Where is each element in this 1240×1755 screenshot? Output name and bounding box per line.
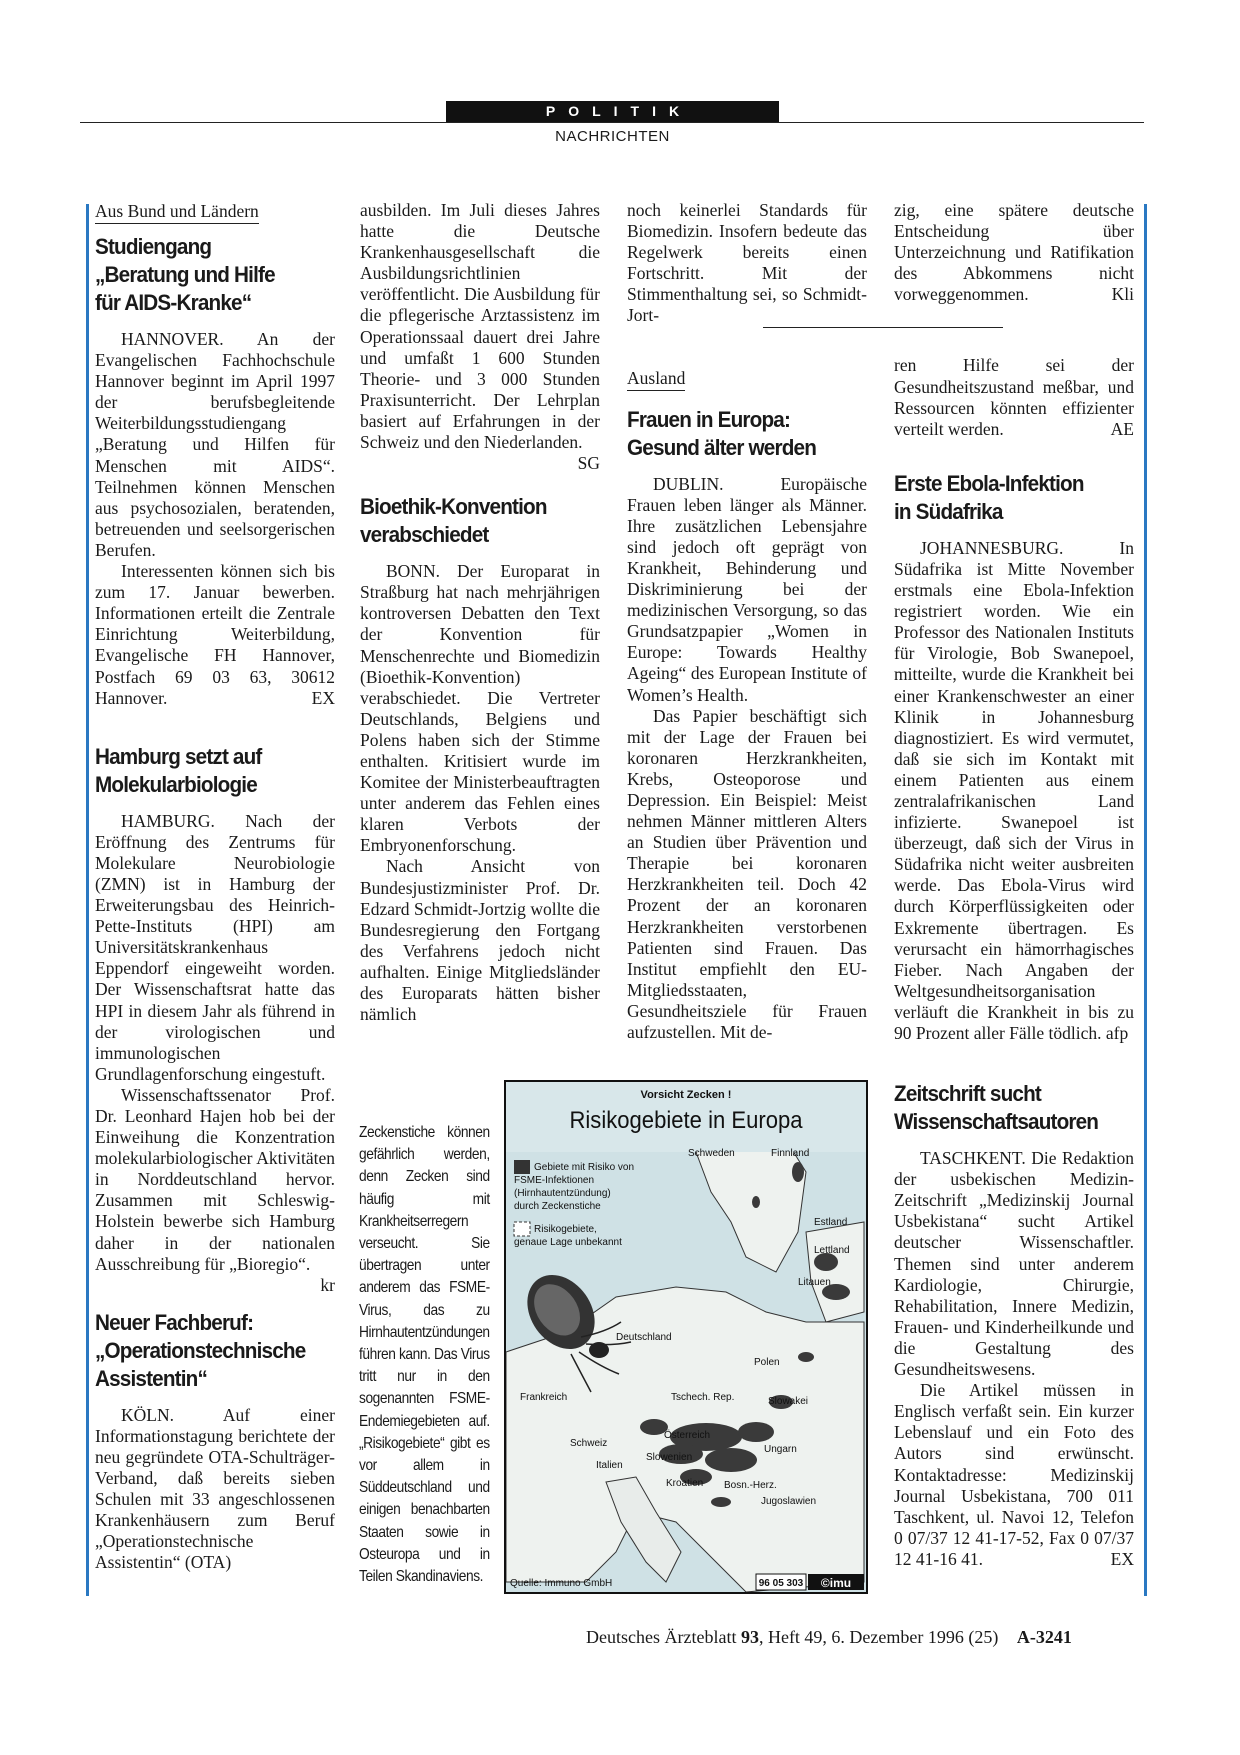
paragraph: Die Artikel müssen in Englisch verfaßt sein. Ein kurzer Lebenslauf und ein Foto des Autors sind erwünscht. Kontaktadresse: Medizinskij Journal Usbekistana, 700 011 Taschkent, ul. Navoi 12, Telefon 0 07/37 12 41-17-52, Fax 0 07/37 12 41-16 41. EX (894, 1380, 1134, 1569)
svg-text:Ungarn: Ungarn (764, 1444, 797, 1455)
legend-swatch-risk (514, 1160, 530, 1174)
paragraph: HAMBURG. Nach der Eröffnung des Zentrums für Molekulare Neurobiologie (ZMN) ist in Hamburg der Erweiterungsbau des Heinrich-Pette-Instituts (HPI) am Universitätskrankenhaus Eppendorf eingeweiht worden. Der Wissenschaftsrat hatte das HPI in diesem Jahr als führend in der virologischen und immunologischen Grundlagenforschung eingestuft. (95, 810, 335, 1084)
map-caption: Zeckenstiche können gefährlich werden, denn Zecken sind häufig mit Krankheitserregern verseucht. Sie übertragen unter anderem das FSME-Virus, das zu Hirnhautentzündungen führen kann. Das Virus tritt nur in den sogenannten FSME-Endemiegebieten auf. „Risikogebiete“ gibt es vor allem in Süddeutschland und einigen benachbarten Staaten sowie in Osteuropa und in Teilen Skandinaviens. (359, 1124, 490, 1586)
column-2 (360, 200, 600, 1025)
svg-text:Finnland: Finnland (771, 1148, 810, 1159)
paragraph: TASCHKENT. Die Redaktion der usbekischen Medizin-Zeitschrift „Medizinskij Journal Usbekistana“ sucht Artikel deutscher Wissenschaftler. Themen sind unter anderem Kardiologie, Chirurgie, Rehabilitation, Innere Medizin, Frauen- und Kinderheilkunde und die Gestaltung des Gesundheitswesens. (894, 1148, 1134, 1380)
headline: Hamburg setzt auf Molekularbiologie (95, 743, 262, 797)
headline: Neuer Fachberuf: „Operationstechnische Assistentin“ (95, 1309, 306, 1391)
paragraph: Nach Ansicht von Bundesjustizminister Prof. Dr. Edzard Schmidt-Jortzig wollte die Bundesregierung den Fortgang des Verfahrens jedoch nicht aufhalten. Einige Mitgliedsländer des Europarats hätten bisher nämlich (360, 856, 600, 1025)
paragraph: Das Papier beschäftigt sich mit der Lage der Frauen bei koronaren Herzkrankheiten, Krebs, Osteoporose und Depression. Ein Beispiel: Meist nehmen Männer mittleren Alters an Studien über Prävention und Therapie bei koronaren Herzkrankheiten teil. Doch 42 Prozent der an koronaren Herzkrankheiten verstorbenen Patienten sind Frauen. Das Institut empfiehlt den EU-Mitgliedsstaaten, Gesundheitsziele für Frauen aufzustellen. Mit de- (627, 705, 867, 1042)
svg-text:Kroatien: Kroatien (666, 1478, 704, 1489)
map-title: Risikogebiete in Europa (569, 1106, 803, 1134)
author-sig: EX (1110, 1548, 1134, 1569)
svg-text:Deutschland: Deutschland (616, 1332, 672, 1343)
map-kicker: Vorsicht Zecken ! (640, 1089, 732, 1101)
svg-text:Slowenien: Slowenien (646, 1452, 693, 1463)
svg-text:Schweiz: Schweiz (570, 1438, 608, 1449)
paragraph: DUBLIN. Europäische Frauen leben länger als Männer. Ihre zusätzlichen Lebensjahre sind jedoch oft geprägt von Krankheit, Behinderung und Diskriminierung bei der medizinischen Versorgung, so das Grundsatzpapier „Women in Europe: Towards Healthy Ageing“ des European Institute of Women’s Health. (627, 473, 867, 705)
svg-text:Jugoslawien: Jugoslawien (761, 1496, 817, 1507)
paragraph: Interessenten können sich bis zum 17. Januar bewerben. Informationen erteilt die Zentrale Einrichtung Weiterbildung, Evangelische FH Hannover, Postfach 69 03 63, 30612 Hannover. EX (95, 561, 335, 708)
column-4 (894, 200, 1134, 1570)
author-sig: SG (577, 453, 600, 474)
paragraph: BONN. Der Europarat in Straßburg hat nach mehrjährigen kontroversen Debatten den Text der Konvention für Menschenrechte und Biomedizin (Bioethik-Konvention) verabschiedet. Die Vertreter Deutschlands, Belgiens und Polens haben sich der Stimme enthalten. Kritisiert wurde im Komitee der Ministerbeauftragten unter anderem das Fehlen eines klaren Verbots der Embryonenforschung. (360, 561, 600, 856)
legend-unknown: Risikogebiete, genaue Lage unbekannt (514, 1224, 622, 1248)
headline: Frauen in Europa: Gesund älter werden (627, 406, 817, 460)
map-code: 96 05 303 (758, 1578, 804, 1589)
svg-text:Bosn.-Herz.: Bosn.-Herz. (724, 1480, 777, 1491)
legend-swatch-unknown (514, 1222, 530, 1236)
section-label: POLITIK (446, 101, 779, 122)
page-number: A-3241 (1016, 1627, 1072, 1647)
author-sig: Kli (1111, 284, 1134, 305)
issue-info: , Heft 49, 6. Dezember 1996 (25) (758, 1627, 999, 1647)
svg-text:Litauen: Litauen (798, 1277, 831, 1288)
top-rule (80, 122, 1144, 123)
paragraph: ren Hilfe sei der Gesundheitszustand meßbar, und Ressourcen könnten effizienter verteilt werden. AE (894, 355, 1134, 439)
author-sig: afp (1105, 1023, 1129, 1043)
svg-text:Schweden: Schweden (688, 1148, 735, 1159)
author-sig: EX (311, 687, 335, 708)
risk-map (504, 1080, 868, 1594)
paragraph: zig, eine spätere deutsche Entscheidung über Unterzeichnung und Ratifikation des Abkommens nicht vorweggenommen. Kli (894, 200, 1134, 305)
paragraph: noch keinerlei Standards für Biomedizin. Insofern bedeute das Regelwerk bereits einen Fortschritt. Mit der Stimmenthaltung sei, so Schmidt-Jort- (627, 200, 867, 326)
rubric: Aus Bund und Ländern (95, 200, 259, 224)
headline: Studiengang „Beratung und Hilfe für AIDS-Kranke“ (95, 234, 275, 315)
paragraph: JOHANNESBURG. In Südafrika ist Mitte November erstmals eine Ebola-Infektion registriert worden. Wie ein Professor des Nationalen Instituts für Virologie, Bob Swanepoel, mitteilte, wurde die Krankheit bei einer Krankenschwester an einer Klinik in Johannesburg diagnostiziert. Es wird vermutet, daß sie sich im Kontakt mit einem Patienten aus einem zentralafrikanischen Land infizierte. Swanepoel ist überzeugt, daß sich der Virus in Südafrika nicht weiter ausbreiten werde. Das Ebola-Virus wird durch Körperflüssigkeiten oder Exkremente übertragen. Es verursacht ein hämorrhagisches Fieber. Nach Angaben der Weltgesundheitsorganisation verläuft die Krankheit in bis zu 90 Prozent aller Fälle tödlich. afp (894, 537, 1134, 1043)
svg-text:Polen: Polen (754, 1357, 780, 1368)
journal-volume: 93 (740, 1627, 759, 1647)
column-1 (95, 200, 335, 1574)
svg-text:Italien: Italien (596, 1460, 623, 1471)
paragraph: HANNOVER. An der Evangelischen Fachhochschule Hannover beginnt im April 1997 der berufsbegleitende Weiterbildungsstudiengang „Beratung und Hilfen für Menschen mit AIDS“. Teilnehmen können Menschen aus psychosozialen, beratenden, betreuenden und seelsorgerischen Berufen. (95, 329, 335, 560)
headline: Erste Ebola-Infektion in Südafrika (894, 470, 1084, 524)
svg-text:Estland: Estland (814, 1217, 848, 1228)
paragraph: KÖLN. Auf einer Informationstagung berichtete der neu gegründete OTA-Schulträger-Verband, daß bereits sieben Schulen mit 33 angeschlossenen Krankenhäusern zum Beruf „Operationstechnische Assistentin“ (OTA) (95, 1404, 335, 1573)
map-source: Quelle: Immuno GmbH (510, 1578, 613, 1589)
svg-text:Tschech. Rep.: Tschech. Rep. (671, 1392, 735, 1403)
svg-text:Slowakei: Slowakei (768, 1396, 809, 1407)
page-footer (586, 1626, 1126, 1648)
paragraph: Wissenschaftssenator Prof. Dr. Leonhard Hajen hob bei der Einweihung die Konzentration molekularbiologischer Aktivitäten in Norddeutschland hervor. Zusammen mit Schleswig-Holstein bewerbe sich Hamburg daher in der nationalen Ausschreibung für „Bioregio“. kr (95, 1084, 335, 1295)
column-bar-right (1144, 204, 1147, 1596)
journal-name: Deutsches Ärzteblatt (586, 1627, 737, 1647)
paragraph: ausbilden. Im Juli dieses Jahres hatte die Deutsche Krankenhausgesellschaft die Ausbildungsrichtlinien veröffentlicht. Die Ausbildung für die pflegerische Arztassistenz im Operationssaal dauert drei Jahre und umfaßt 1 600 Stunden Theorie- und 3 000 Stunden Praxisunterricht. Der Lehrplan basiert auf Erfahrungen in der Schweiz und den Niederlanden. SG (360, 200, 600, 474)
legend-risk: Gebiete mit Risiko von FSME-Infektionen (Hirnhautentzündung) durch Zeckenstiche (514, 1162, 635, 1212)
svg-text:Frankreich: Frankreich (520, 1392, 568, 1403)
rubric: Ausland (627, 367, 685, 391)
headline: Bioethik-Konvention verabschiedet (360, 494, 547, 548)
subsection-label: NACHRICHTEN (555, 128, 670, 145)
svg-text:Österreich: Österreich (664, 1430, 711, 1441)
author-sig: AE (1110, 418, 1134, 439)
svg-text:Lettland: Lettland (814, 1245, 850, 1256)
map-logo: ©imu (820, 1576, 852, 1590)
column-bar-left (86, 204, 89, 1596)
author-sig: kr (320, 1274, 335, 1295)
headline: Zeitschrift sucht Wissenschaftsautoren (894, 1081, 1099, 1135)
